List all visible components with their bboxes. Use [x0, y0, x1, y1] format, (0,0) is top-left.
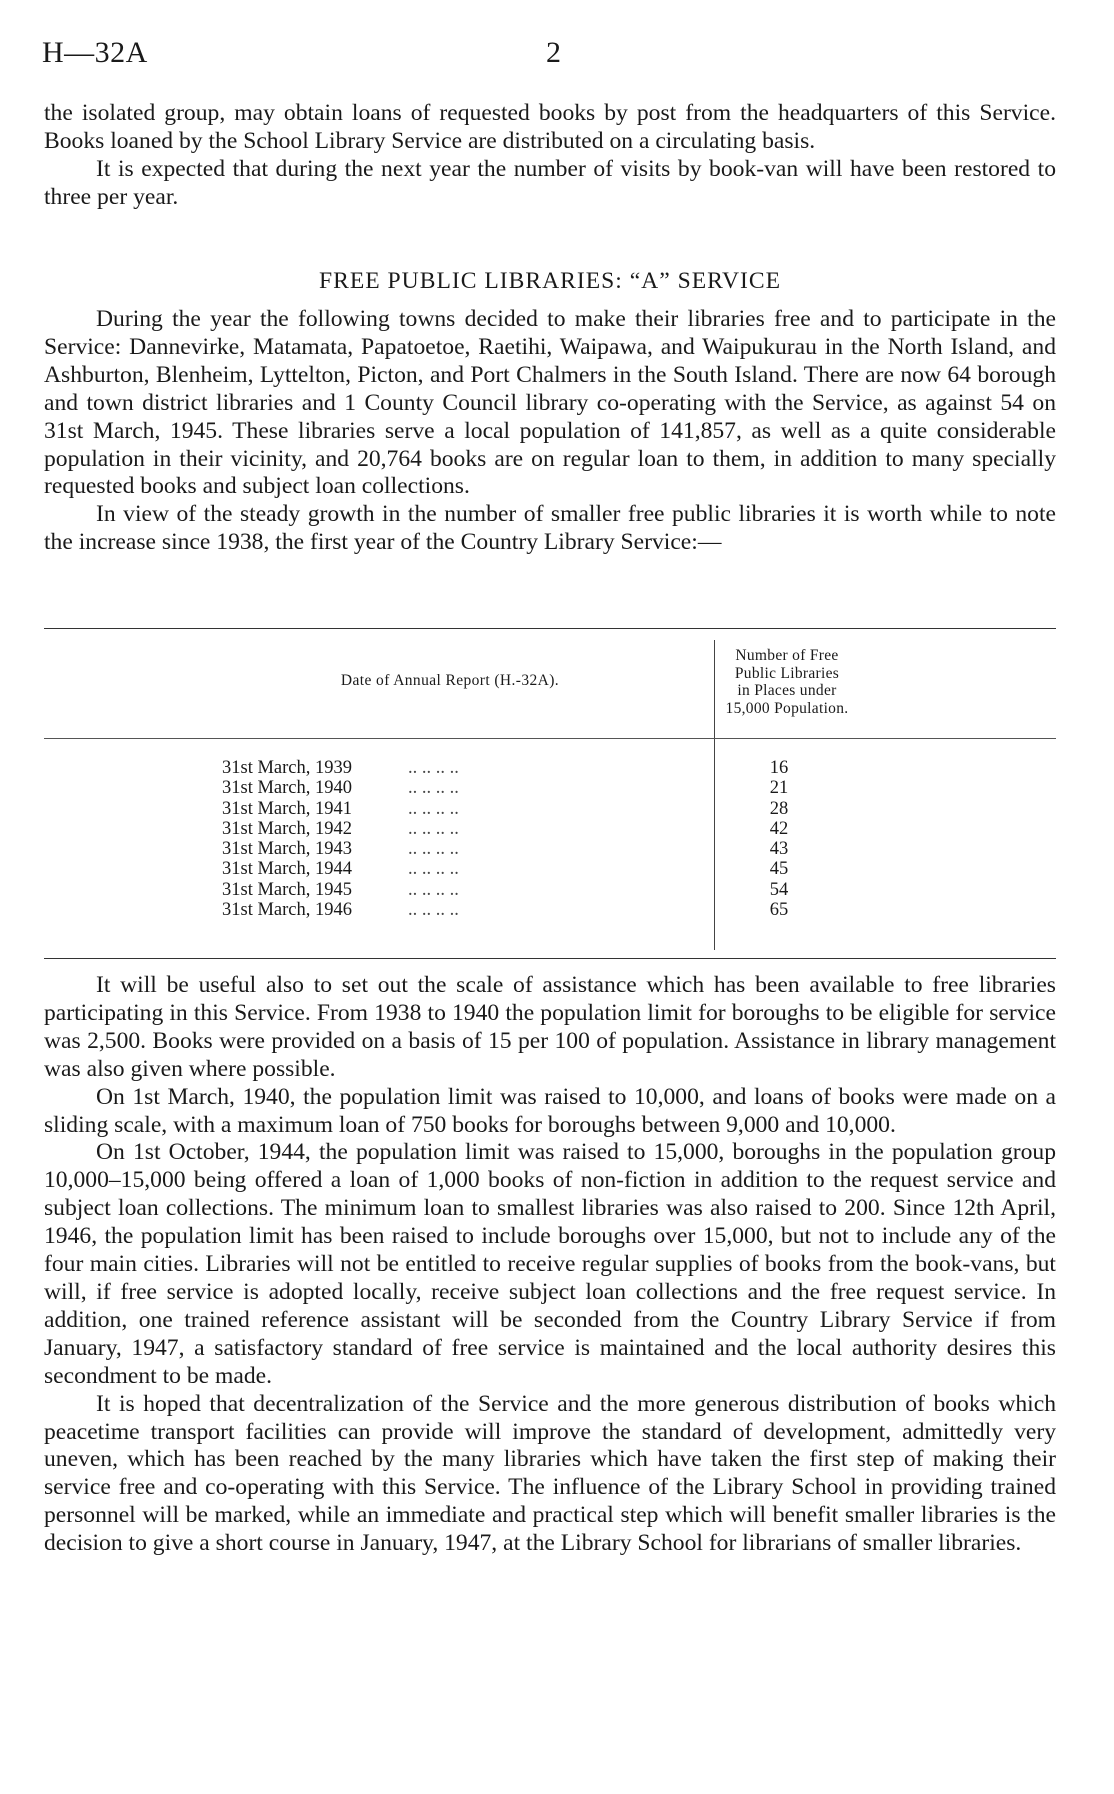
row-value: 54	[769, 879, 789, 900]
table-top-rule	[44, 628, 1056, 629]
header-line: Public Libraries	[734, 664, 840, 682]
leader-dots: .. .. .. ..	[408, 879, 459, 900]
paragraph: It is hoped that decentralization of the Service and the more generous distribution of books which peacetime transport facilities can provide will improve the standard of development, admittedly very uneven, which has been reached by the many libraries which have taken the first step of making their service free and co-operating with this Service. The influence of the Library School in providing trained personnel will be marked, while an immediate and practical step which will benefit smaller libraries is the decision to give a short course in January, 1947, at the Library School for librarians of smaller libraries.	[44, 1390, 1056, 1557]
paragraph: It will be useful also to set out the scale of assistance which has been available to free libraries participating in this Service. From 1938 to 1940 the population limit for boroughs to be eligible for service was 2,500. Books were provided on a basis of 15 per 100 of population. Assistance in library management was also given where possible.	[44, 972, 1056, 1082]
table-bottom-rule	[44, 958, 1056, 959]
leader-dots: .. .. .. ..	[408, 798, 459, 819]
paragraph: the isolated group, may obtain loans of requested books by post from the headquarters of this Service. Books loaned by the School Library Service are distributed on a circulating basis.	[44, 100, 1056, 154]
leader-dots: .. .. .. ..	[408, 859, 459, 880]
table-header-count	[716, 647, 858, 717]
header-line: in Places under	[737, 682, 837, 700]
closing-text	[44, 972, 1056, 1558]
table-row	[222, 859, 1042, 879]
leader-dots: .. .. .. ..	[408, 758, 459, 778]
table-row	[222, 799, 1042, 819]
row-value: 42	[769, 818, 789, 839]
row-date: 31st March, 1940	[222, 778, 352, 799]
row-date: 31st March, 1941	[222, 798, 352, 819]
table-row	[222, 819, 1042, 839]
paragraph: During the year the following towns decided to make their libraries free and to participate in the Service: Dannevirke, Matamata, Papatoetoe, Raetihi, Waipawa, and Waipukurau in the North Island, and Ashburton, Blenheim, Lyttelton, Picton, and Port Chalmers in the South Island. There are now 64 borough and town district libraries and 1 County Council library co-operating with the Service, as against 54 on 31st March, 1945. These libraries serve a local population of 141,857, as well as a quite considerable population in their vicinity, and 20,764 books are on regular loan to them, in addition to many specially requested books and subject loan collections.	[44, 306, 1056, 500]
row-value: 65	[769, 900, 789, 921]
intro-text	[44, 100, 1056, 212]
table-row	[222, 880, 1042, 900]
paragraph: On 1st March, 1940, the population limit was raised to 10,000, and loans of books were made on a sliding scale, with a maximum loan of 750 books for boroughs between 9,000 and 10,000.	[44, 1083, 1056, 1138]
section-text	[44, 306, 1056, 557]
leader-dots: .. .. .. ..	[408, 900, 459, 921]
table-row	[222, 758, 1042, 778]
page-number: 2	[546, 36, 561, 69]
row-value: 28	[769, 798, 789, 819]
leader-dots: .. .. .. ..	[408, 839, 459, 860]
leader-dots: .. .. .. ..	[408, 778, 459, 799]
row-value: 45	[769, 859, 789, 880]
header-line: 15,000 Population.	[725, 699, 849, 717]
table-body	[222, 758, 1042, 920]
table-row	[222, 900, 1042, 920]
paragraph: On 1st October, 1944, the population limit was raised to 15,000, boroughs in the population group 10,000–15,000 being offered a loan of 1,000 books of non-fiction in addition to the request service and subject loan collections. The minimum loan to smallest libraries was also raised to 200. Since 12th April, 1946, the population limit has been raised to include boroughs over 15,000, but not to include any of the four main cities. Libraries will not be entitled to receive regular supplies of books from the book-vans, but will, if free service is adopted locally, receive subject loan collections and the free request service. In addition, one trained reference assistant will be seconded from the Country Library Service if from January, 1947, a satisfactory standard of free service is maintained and the local authority desires this secondment to be made.	[44, 1139, 1056, 1389]
row-date: 31st March, 1942	[222, 818, 352, 839]
row-value: 43	[769, 839, 789, 860]
row-date: 31st March, 1944	[222, 859, 352, 880]
section-heading: FREE PUBLIC LIBRARIES: “A” SERVICE	[318, 268, 782, 294]
row-value: 16	[769, 758, 789, 778]
table-header-rule	[44, 738, 1056, 739]
leader-dots: .. .. .. ..	[408, 818, 459, 839]
row-date: 31st March, 1945	[222, 879, 352, 900]
table-row	[222, 778, 1042, 798]
table-row	[222, 839, 1042, 859]
header-line: Number of Free	[735, 647, 839, 664]
paragraph: It is expected that during the next year the number of visits by book-van will have been restored to three per year.	[44, 155, 1056, 210]
paragraph: In view of the steady growth in the number of smaller free public libraries it is worth while to note the increase since 1938, the first year of the Country Library Service:—	[44, 501, 1056, 556]
row-value: 21	[769, 778, 789, 799]
row-date: 31st March, 1939	[222, 758, 352, 778]
table-header-date: Date of Annual Report (H.-32A).	[340, 672, 560, 689]
row-date: 31st March, 1946	[222, 900, 352, 921]
document-reference: H—32A	[42, 36, 148, 69]
row-date: 31st March, 1943	[222, 839, 352, 860]
